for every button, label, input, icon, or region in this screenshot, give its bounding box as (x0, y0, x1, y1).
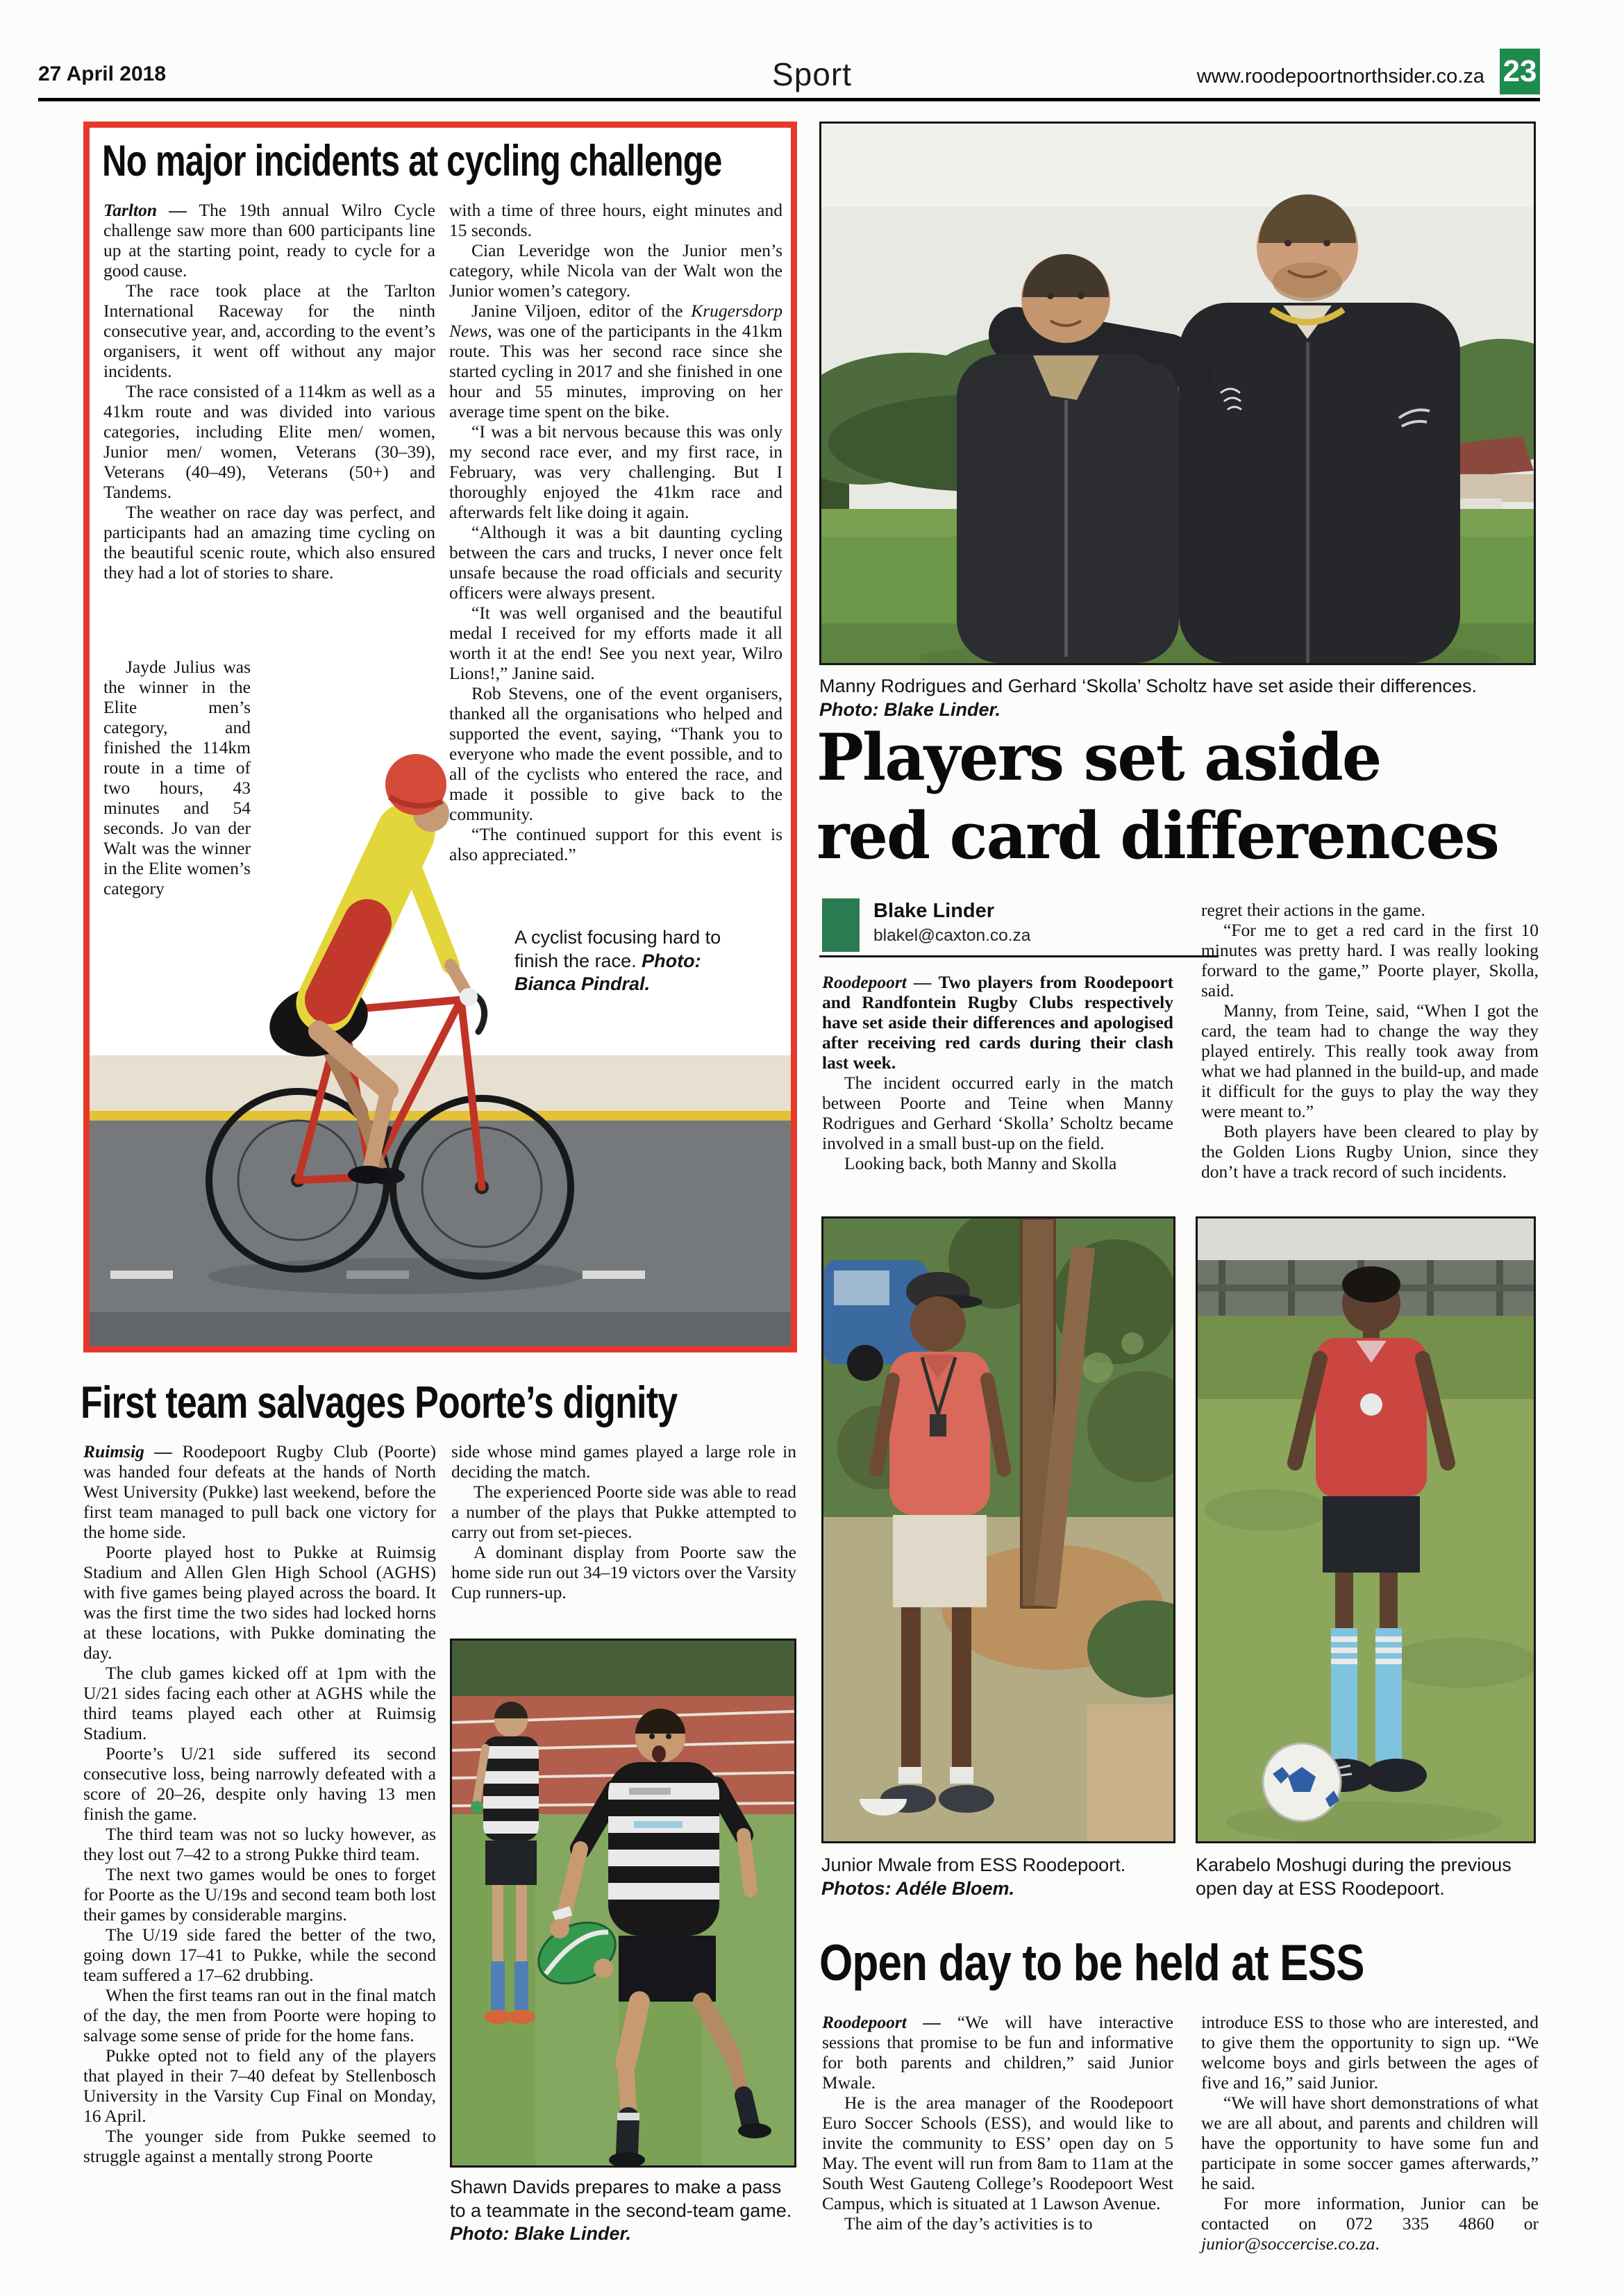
body-paragraph: “Although it was a bit daunting cycling between the cars and trucks, I never once felt unsafe because the road officials and security officers were always present. (449, 522, 782, 603)
body-paragraph: The aim of the day’s activities is to (844, 2213, 1093, 2234)
body-paragraph: Pukke opted not to field any of the players that played in their 7–40 defeat by Stellenbosch University in the Varsity Cup Final on Monday, 16 April. (83, 2045, 436, 2126)
photo-caption: A cyclist focusing hard to finish the race. Photo: Bianca Pindral. (514, 927, 721, 994)
cycling-column-1-narrow (103, 657, 251, 898)
body-paragraph: When the first teams ran out in the final match of the day, the men from Poorte were hoping to salvage some sense of pride for the home fans. (83, 1985, 436, 2045)
headline-text: No major incidents at cycling challenge (102, 137, 722, 185)
body-paragraph: “It was well organised and the beautiful medal I received for my efforts made it all worth it at the end! See you next year, Wilro Lions!,” Janine said. (449, 603, 782, 683)
dateline: Roodepoort — (822, 2012, 957, 2032)
poorte-column-1 (83, 1441, 436, 2166)
rugby-player-illustration (452, 1641, 794, 2165)
body-paragraph: Manny, from Teine, said, “When I got the card, the team had to change the way they played entirely. This really took away from what we had planned in the build-up, and made it difficult for the guys to play the way they were meant to.” (1201, 1000, 1539, 1121)
body-paragraph: The club games kicked off at 1pm with the U/21 sides facing each other at AGHS while the third teams played each other at Ruimsig Stadium. (83, 1663, 436, 1743)
body-paragraph: The incident occurred early in the match between Poorte and Teine when Manny Rodrigues and Gerhard ‘Skolla’ Scholtz became involved in a small bust-up on the field. (822, 1073, 1173, 1153)
ess-headline (819, 1934, 1460, 2000)
body-paragraph: side whose mind games played a large role in deciding the match. (451, 1441, 796, 1482)
players-column-1 (822, 972, 1173, 1173)
header-rule (38, 98, 1540, 101)
headline-text: First team salvages Poorte’s dignity (81, 1377, 678, 1427)
dateline: Ruimsig — (83, 1441, 183, 1461)
body-paragraph: Ruimsig — Roodepoort Rugby Club (Poorte) was handed four defeats at the hands of North West University (Pukke) last weekend, before the first team managed to pull back one victory for the home side. (83, 1441, 436, 1542)
headline-line-1: Players set aside (817, 719, 1381, 795)
karabelo-photo (1196, 1216, 1536, 1843)
section-title: Sport (772, 56, 852, 92)
body-paragraph: The U/19 side fared the better of the two, going down 17–41 to Pukke, while the second team suffered a 17–62 drubbing. (83, 1925, 436, 1985)
cycling-column-1 (103, 200, 435, 583)
photo-credit: Photo: Blake Linder. (819, 698, 1001, 720)
headline-line-2: red card differences (817, 798, 1498, 873)
byline-name: Blake Linder (873, 900, 995, 922)
body-paragraph: The experienced Poorte side was able to read a number of the plays that Pukke attempted to carry out from set-pieces. (451, 1482, 796, 1542)
poorte-column-2 (451, 1441, 796, 1602)
body-paragraph: Tarlton — The 19th annual Wilro Cycle challenge saw more than 600 participants line up at the starting point, ready to cycle for a good cause. (103, 200, 435, 280)
byline-email: blakel@caxton.co.za (873, 926, 1031, 945)
body-paragraph: The race consisted of a 114km as well as a 41km route and was divided into various categories, including Elite men/ women, Junior men/ women, Veterans (30–39), Veterans (40–49), Veterans (50+) and Tandems. (103, 381, 435, 502)
cycling-article (83, 121, 797, 1352)
cycling-column-2 (449, 200, 782, 864)
young-player-illustration (1198, 1218, 1534, 1841)
coach-illustration (823, 1218, 1173, 1841)
dateline: Tarlton — (103, 200, 199, 220)
players-column-2 (1201, 900, 1539, 1182)
body-paragraph: Roodepoort — “We will have interactive sessions that promise to be fun and informative for both parents and children,” said Junior Mwale. (822, 2012, 1173, 2093)
photo-caption: Manny Rodrigues and Gerhard ‘Skolla’ Scholtz have set aside their differences. Photo: Blake Linder. (819, 676, 1477, 720)
body-paragraph: regret their actions in the game. (1201, 900, 1425, 920)
body-paragraph: Looking back, both Manny and Skolla (844, 1153, 1117, 1173)
ess-column-1 (822, 2012, 1173, 2234)
pavement (90, 1055, 791, 1111)
page-number-badge: 23 (1500, 49, 1540, 94)
shorts (893, 1515, 987, 1607)
photo-credit: Photo: Bianca Pindral. (514, 950, 701, 994)
page-date: 27 April 2018 (38, 62, 166, 85)
photo-caption: Junior Mwale from ESS Roodepoort. Photos: Adéle Bloem. (821, 1854, 1175, 1900)
body-paragraph: Janine Viljoen, editor of the Krugersdorp News, was one of the participants in the 41km route. This was her second race since she started cycling in 2017 and she finished in one hour and 55 minutes, improving on her average time spent on the bike. (449, 301, 782, 421)
photo-caption: Karabelo Moshugi during the previous open day at ESS Roodepoort. (1196, 1854, 1512, 1899)
body-paragraph: He is the area manager of the Roodepoort Euro Soccer Schools (ESS), and would like to invite the community to ESS’ open day on 5 May. The event will run from 8am to 11am at the South West Gauteng College’s Roodepoort West Campus, which is situated at 1 Lawson Avenue. (822, 2093, 1173, 2213)
body-paragraph: The third team was not so lucky however, as they lost out 7–42 to a strong Pukke third team. (83, 1824, 436, 1864)
ess-column-2 (1201, 2012, 1539, 2254)
body-paragraph: “For me to get a red card in the first 10 minutes was pretty hard. I was really looking forward to the game,” Poorte player, Skolla, said. (1201, 920, 1539, 1000)
photo-credit: Photos: Adéle Bloem. (821, 1877, 1015, 1899)
players-photo (819, 121, 1536, 665)
byline-rule (819, 955, 1219, 957)
body-paragraph: Both players have been cleared to play by the Golden Lions Rugby Union, since they don’t have a track record of such incidents. (1201, 1121, 1539, 1182)
body-paragraph: “I was a bit nervous because this was only my second race ever, and my first race, in February, was very challenging. But I thoroughly enjoyed the 41km race and afterwards felt like doing it again. (449, 421, 782, 522)
two-players-illustration (821, 124, 1534, 663)
body-paragraph: The next two games would be ones to forget for Poorte as the U/19s and second team both lost their games by considerable margins. (83, 1864, 436, 1925)
shorts (1323, 1496, 1420, 1573)
body-paragraph: “We will have short demonstrations of what we are all about, and parents and children will have the opportunity to have some fun and participate in some soccer games afterwards,” he said. (1201, 2093, 1539, 2193)
body-paragraph: For more information, Junior can be contacted on 072 335 4860 or junior@soccercise.co.za. (1201, 2193, 1539, 2254)
photo-caption: Shawn Davids prepares to make a pass to a teammate in the second-team game. Photo: Blake Linder. (450, 2177, 792, 2244)
junior-mwale-photo (821, 1216, 1175, 1843)
dateline: Roodepoort — (822, 972, 939, 992)
body-paragraph: The younger side from Pukke seemed to struggle against a mentally strong Poorte (83, 2126, 436, 2166)
byline-marker (822, 898, 860, 952)
photo-credit: Photo: Blake Linder. (450, 2223, 632, 2244)
body-paragraph: Rob Stevens, one of the event organisers, thanked all the organisations who helped and supported the event, saying, “Thank you to everyone who made the event possible, and to all of the cyclists who entered the race, and made it possible to give back to the community. (449, 683, 782, 824)
body-paragraph: A dominant display from Poorte saw the home side run out 34–19 victors over the Varsity Cup runners-up. (451, 1542, 796, 1602)
poorte-headline (81, 1376, 826, 1436)
body-paragraph: introduce ESS to those who are interested, and to give them the opportunity to sign up. “We welcome boys and girls between the ages of five and 16,” said Junior. (1201, 2012, 1539, 2093)
body-paragraph: The race took place at the Tarlton International Raceway for the ninth consecutive year, and, according to the event’s organisers, it went off without any major incidents. (103, 280, 435, 381)
body-paragraph: with a time of three hours, eight minutes and 15 seconds. (449, 200, 782, 240)
headline-text: Open day to be held at ESS (819, 1935, 1364, 1991)
cycling-headline (102, 136, 896, 194)
rugby-photo (450, 1639, 796, 2168)
body-paragraph: Jayde Julius was the winner in the Elite men’s category, and finished the 114km route in a time of two hours, 43 minutes and 54 seconds. Jo van der Walt was the winner in the Elite women’s category (103, 657, 251, 898)
players-headline (817, 718, 1519, 875)
body-paragraph: Poorte played host to Pukke at Ruimsig Stadium and Allen Glen High School (AGHS) with five games being played across the board. It was the first time the two sides had locked horns at these locations, with Pukke dominating the day. (83, 1542, 436, 1663)
website-url: www.roodepoortnorthsider.co.za (1196, 65, 1484, 87)
body-paragraph: The weather on race day was perfect, and participants had an amazing time cycling on the beautiful scenic route, which also ensured they had a lot of stories to share. (103, 502, 435, 583)
body-paragraph: Poorte’s U/21 side suffered its second consecutive loss, being narrowly defeated with a score of 20–26, despite only having 13 men finish the game. (83, 1743, 436, 1824)
body-paragraph: Cian Leveridge won the Junior men’s category, while Nicola van der Walt won the Junior women’s category. (449, 240, 782, 301)
lead-paragraph: Roodepoort — Two players from Roodepoort and Randfontein Rugby Clubs respectively have set aside their differences and apologised after receiving red cards during their clash last week. (822, 972, 1173, 1073)
body-paragraph: “The continued support for this event is also appreciated.” (449, 824, 782, 864)
